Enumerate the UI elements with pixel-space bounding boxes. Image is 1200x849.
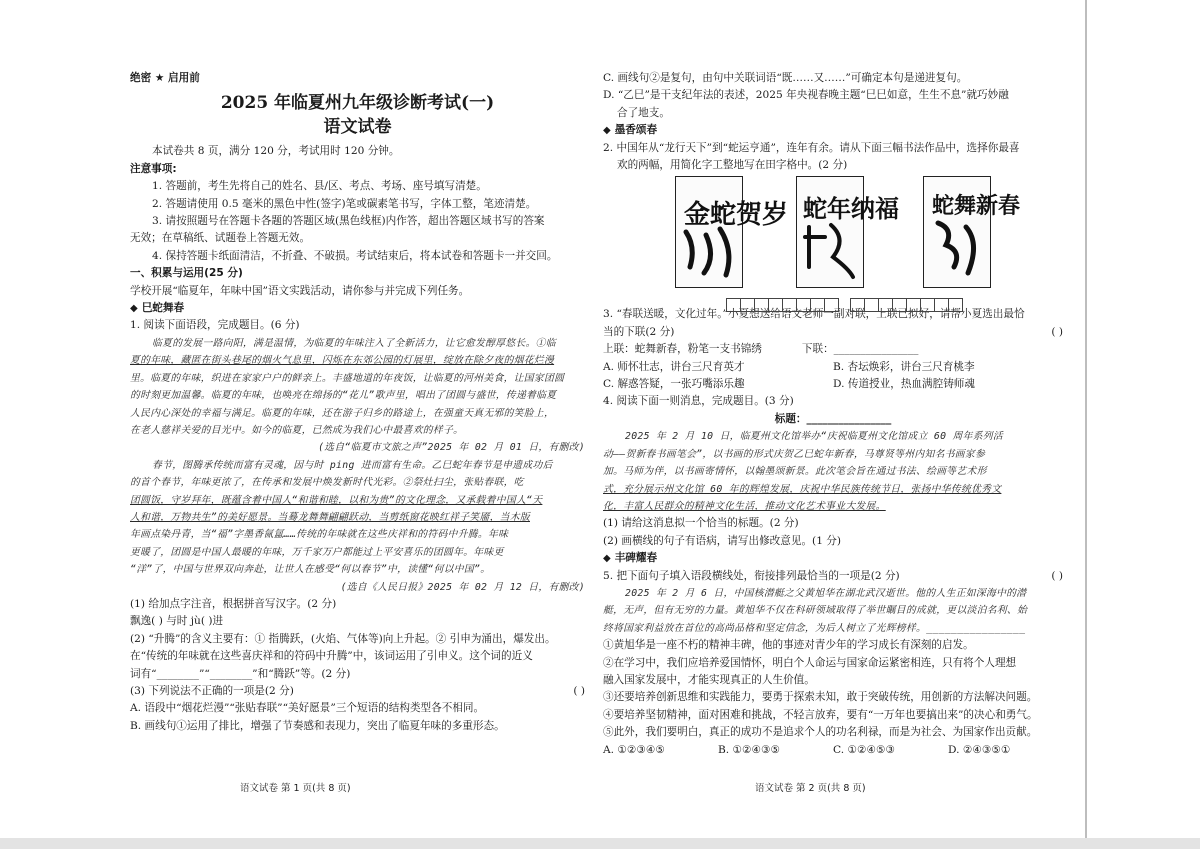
passage-line: 2025 年 2 月 6 日，中国核潜艇之父黄旭华在湖北武汉逝世。他的人生正如深海中的潜 bbox=[625, 587, 1027, 599]
option-c: C. ①②④⑤③ bbox=[833, 743, 895, 756]
passage-b bbox=[130, 457, 585, 579]
passage-line-underlined: 人和谐，万物共生”的美好愿景。当蓦龙舞舞翩翩跃动，当剪纸窗花映红祥子笑靥，当木版 bbox=[130, 511, 530, 523]
question-1-2: 在“传统的年味就在这些喜庆祥和的符码中升腾”中，该词运用了引申义。这个词的近义 bbox=[130, 650, 533, 663]
option-c: C. 画线句②是复句，由句中关联词语“既……又……”可确定本句是递进复句。 bbox=[603, 72, 968, 84]
notice-item: 2. 答题请使用 0.5 毫米的黑色中性(签字)笔或碳素笔书写，字体工整，笔迹清楚。 bbox=[152, 197, 537, 210]
section-title: 丰碑耀春 bbox=[614, 552, 658, 565]
passage-source: (选自“临夏市文旅之声”2025 年 02 月 01 日，有删改) bbox=[318, 442, 585, 454]
question-4-2: (2) 画横线的句子有语病，请写出修改意见。(1 分) bbox=[603, 534, 842, 547]
question-3-options bbox=[603, 359, 1063, 394]
exam-intro: 本试卷共 8 页，满分 120 分，考试用时 120 分钟。 bbox=[152, 145, 400, 158]
passage-line: 在老人慈祥关爱的目光中。如今的临夏，已然成为我们心中最喜欢的样子。 bbox=[130, 424, 464, 436]
news-line-underlined: 化，丰富人民群众的精神文化生活，推动文化艺术事业大发展。 bbox=[603, 500, 886, 512]
answer-bracket: ( ) bbox=[573, 685, 585, 697]
passage-line-underlined: 夏的年味，藏匿在街头巷尾的烟火气息里，闪烁在东郊公园的灯展里，绽放在除夕夜的烟花烂漫 bbox=[130, 355, 555, 367]
question-1-1: (1) 给加点字注音，根据拼音写汉字。(2 分) bbox=[130, 597, 337, 610]
sentence-item: ⑤此外，我们要明白，真正的成功不是追求个人的功名利禄，而是为社会、为国家作出贡献。 bbox=[603, 726, 1038, 739]
notice-heading: 注意事项: bbox=[130, 162, 177, 175]
calligraphy-text-2: 蛇年纳福 bbox=[803, 194, 899, 224]
news-line: 加。马师为伴，以书画寄情怀，以翰墨颂新景。此次笔会旨在通过书法、绘画等艺术形 bbox=[603, 466, 987, 478]
section-heading bbox=[603, 550, 1063, 567]
sentence-item: ②在学习中，我们应培养爱国情怀，明白个人命运与国家命运紧密相连，只有将个人理想 bbox=[603, 656, 1017, 669]
notice-item: 4. 保持答题卡纸面清洁，不折叠、不破损。考试结束后，将本试卷和答题卡一并交回。 bbox=[152, 249, 558, 262]
calligraphy-image bbox=[796, 176, 899, 288]
question-2: 2. 中国年从“龙行天下”到“蛇运亨通”，连年有余。请从下面三幅书法作品中，选择你最喜 bbox=[603, 141, 1020, 154]
passage-line: 的时刻更加温馨。临夏的年味，也唤亮在绵扬的“花儿”歌声里，唱出了团圆与盛世，传递着临夏 bbox=[130, 390, 557, 402]
passage-a bbox=[130, 335, 585, 439]
option-b: B. 杏坛焕彩，讲台三尺育桃李 bbox=[833, 360, 975, 373]
question-5-options bbox=[603, 742, 1063, 759]
passage-line: 的首个春节，年味更浓了，在传承和发展中焕发新时代光彩。②祭灶扫尘，张贴春联，吃 bbox=[130, 477, 524, 489]
notice-item: 3. 请按照题号在答题卡各题的答题区域(黑色线框)内作答，超出答题区域书写的答案 bbox=[152, 215, 545, 228]
question-1-3: (3) 下列说法不正确的一项是(2 分) ( ) bbox=[130, 683, 585, 700]
couplet-row bbox=[603, 341, 1063, 358]
diamond-icon: ◆ bbox=[130, 303, 138, 315]
option-d-cont: 合了地支。 bbox=[617, 106, 670, 119]
news-passage bbox=[603, 428, 1063, 515]
diamond-icon: ◆ bbox=[603, 553, 611, 565]
passage-line: 春节，图腾承传统而富有灵魂，因与时 ping 进而富有生命。乙巳蛇年春节是申遗成功后 bbox=[152, 459, 553, 471]
part-one-intro: 学校开展“临夏年，年味中国”语文实践活动，请你参与并完成下列任务。 bbox=[130, 284, 470, 297]
question-1-stem: 1. 阅读下面语段，完成题目。(6 分) bbox=[130, 319, 300, 332]
option-d: D. 传道授业，热血满腔铸师魂 bbox=[833, 378, 975, 391]
secret-label: 绝密 ★ 启用前 bbox=[130, 72, 200, 84]
option-b: B. ①②④③⑤ bbox=[718, 743, 781, 756]
sentence-item: ①黄旭华是一座不朽的精神丰碑，他的事迹对青少年的学习成长有深刻的启发。 bbox=[603, 639, 974, 652]
option-a: A. 语段中“烟花烂漫”“张贴春联”“美好愿景”三个短语的结构类型各不相同。 bbox=[130, 702, 485, 715]
calligraphy-row bbox=[603, 176, 1063, 306]
news-line-underlined: 式，充分展示州文化馆 60 年的辉煌发展，庆祝中华民族传统节日，张扬中华传统优秀文 bbox=[603, 483, 1002, 495]
sentence-item: 融入国家发展中，才能实现真正的人生价值。 bbox=[603, 673, 815, 686]
scan-bottom-shade bbox=[0, 838, 1200, 849]
diamond-icon: ◆ bbox=[603, 125, 611, 137]
passage-source: (选自《人民日报》2025 年 02 月 12 日，有删改) bbox=[340, 581, 585, 593]
option-d: D. ②④③⑤① bbox=[948, 743, 1011, 756]
option-a: A. 师怀壮志，讲台三尺育英才 bbox=[603, 360, 745, 373]
question-1-2: 词有“________”“________”和“腾跃”等。(2 分) bbox=[130, 667, 351, 680]
passage-line: 年画点染丹青，当“福”字墨香氤氲……传统的年味就在这些庆祥和的符码中升腾。年味 bbox=[130, 529, 509, 541]
calligraphy-image bbox=[675, 176, 789, 288]
exam-page-1 bbox=[130, 70, 585, 735]
answer-bracket: ( ) bbox=[1051, 325, 1063, 338]
question-4: 4. 阅读下面一则消息，完成题目。(3 分) bbox=[603, 395, 794, 408]
section-title: 巳蛇舞春 bbox=[141, 302, 185, 315]
passage-c bbox=[603, 585, 1063, 637]
passage-line: 人民内心深处的幸福与满足。临夏的年味，还在游子归乡的路途上，在强童天真无邪的笑脸上， bbox=[130, 407, 555, 419]
question-4-1: (1) 请给这消息拟一个恰当的标题。(2 分) bbox=[603, 517, 799, 530]
question-2: 欢的两幅，用简化字工整地写在田字格中。(2 分) bbox=[617, 159, 848, 172]
couplet-lower: 下联：________________ bbox=[801, 343, 919, 356]
tianzi-grid-1[interactable] bbox=[727, 298, 839, 312]
section-heading bbox=[130, 300, 585, 317]
news-line: 动——贺新春书画笔会”，以书画的形式庆贺乙巳蛇年新春，马尊贤等州内知名书画家参 bbox=[603, 448, 986, 460]
calligraphy-image bbox=[923, 176, 1021, 288]
passage-line: 更暖了，团圆是中国人最暖的年味，万千家万户都能过上平安喜乐的团圆年。年味更 bbox=[130, 546, 504, 558]
page-footer: 语文试卷 第 1 页(共 8 页) bbox=[240, 783, 351, 794]
section-title: 墨香颂春 bbox=[614, 124, 658, 137]
option-b: B. 画线句①运用了排比，增强了节奏感和表现力，突出了临夏年味的多重形态。 bbox=[130, 719, 505, 732]
page-footer: 语文试卷 第 2 页(共 8 页) bbox=[755, 783, 866, 794]
option-a: A. ①②③④⑤ bbox=[603, 743, 665, 756]
passage-line-underlined: 团圆饭，守岁拜年，既蕴含着中国人“和谐和睦，以和为贵”的文化理念，又承载着中国人“天 bbox=[130, 494, 543, 506]
tianzi-grid-2[interactable] bbox=[851, 298, 963, 312]
sentence-item: ③还要培养创新思维和实践能力，要勇于探索未知，敢于突破传统，用创新的方法解决问题。 bbox=[603, 691, 1038, 704]
passage-line: 艇，无声，但有无穷的力量。黄旭华不仅在科研领域取得了举世瞩目的成就，更以淡泊名利、始 bbox=[603, 605, 1028, 617]
calligraphy-text-1: 金蛇贺岁 bbox=[684, 200, 789, 231]
answer-bracket: ( ) bbox=[1051, 569, 1063, 582]
notice-item: 1. 答题前，考生先将自己的姓名、县/区、考点、考场、座号填写清楚。 bbox=[152, 180, 487, 193]
news-line: 2025 年 2 月 10 日，临夏州文化馆举办“庆祝临夏州文化馆成立 60 周年系列活 bbox=[625, 431, 1003, 443]
question-3: 当的下联(2 分) ( ) bbox=[603, 324, 1063, 341]
option-c: C. 解惑答疑，一张巧嘴添乐趣 bbox=[603, 378, 745, 391]
sentence-item: ④要培养坚韧精神，面对困难和挑战，不轻言放弃，要有“一万年也要搞出来”的决心和勇气。 bbox=[603, 708, 1038, 721]
scan-edge-rule bbox=[1085, 0, 1087, 849]
passage-line: 终将国家利益放在首位的高尚品格和坚定信念，为后人树立了光辉榜样。________________ bbox=[603, 622, 1026, 634]
option-d: D. “乙巳”是干支纪年法的表述，2025 年央视春晚主题“巳巳如意，生生不息”就巧妙融 bbox=[603, 89, 1009, 102]
notice-list bbox=[130, 178, 585, 265]
exam-title: 2025 年临夏州九年级诊断考试(一) bbox=[220, 93, 495, 114]
notice-item: 无效；在草稿纸、试题卷上答题无效。 bbox=[130, 232, 311, 245]
part-one-heading: 一、积累与运用(25 分) bbox=[130, 267, 243, 280]
passage-line: 里。临夏的年味，织进在家家户户的鲜亲上。丰盛地道的年夜饭，让临夏的河州美食，让国家团圆 bbox=[130, 372, 565, 384]
calligraphy-text-3: 蛇舞新春 bbox=[932, 193, 1021, 220]
question-3: 3. “春联送暖，文化过年。”小夏想送给语文老师一副对联，上联已拟好，请帮小夏选出最恰 bbox=[603, 308, 1025, 321]
section-heading bbox=[603, 122, 1063, 139]
passage-line: 临夏的发展一路向阳，满是温情，为临夏的年味注入了全新活力，让它愈发醇厚悠长。①临 bbox=[152, 337, 556, 349]
question-1-1-fill: 飘逸( ) 与时 jù( )进 bbox=[130, 615, 224, 628]
exam-page-2 bbox=[603, 70, 1063, 759]
question-1-2: (2) “升腾”的含义主要有：① 指腾跃，(火焰、气体等)向上升起。② 引申为涌出，爆发出。 bbox=[130, 632, 556, 645]
question-5: 5. 把下面句子填入语段横线处，衔接排列最恰当的一项是(2 分) ( ) bbox=[603, 568, 1063, 585]
news-title-label: 标题：________________ bbox=[774, 412, 892, 425]
couplet-upper: 上联：蛇舞新春，粉笔一支书锦绣 bbox=[603, 343, 762, 356]
exam-subtitle: 语文试卷 bbox=[323, 117, 392, 138]
question-5-sentences bbox=[603, 637, 1063, 741]
passage-line: “洋”了，中国与世界双向奔赴，让世人在感受“何以春节”中，读懂“何以中国”。 bbox=[130, 564, 491, 576]
